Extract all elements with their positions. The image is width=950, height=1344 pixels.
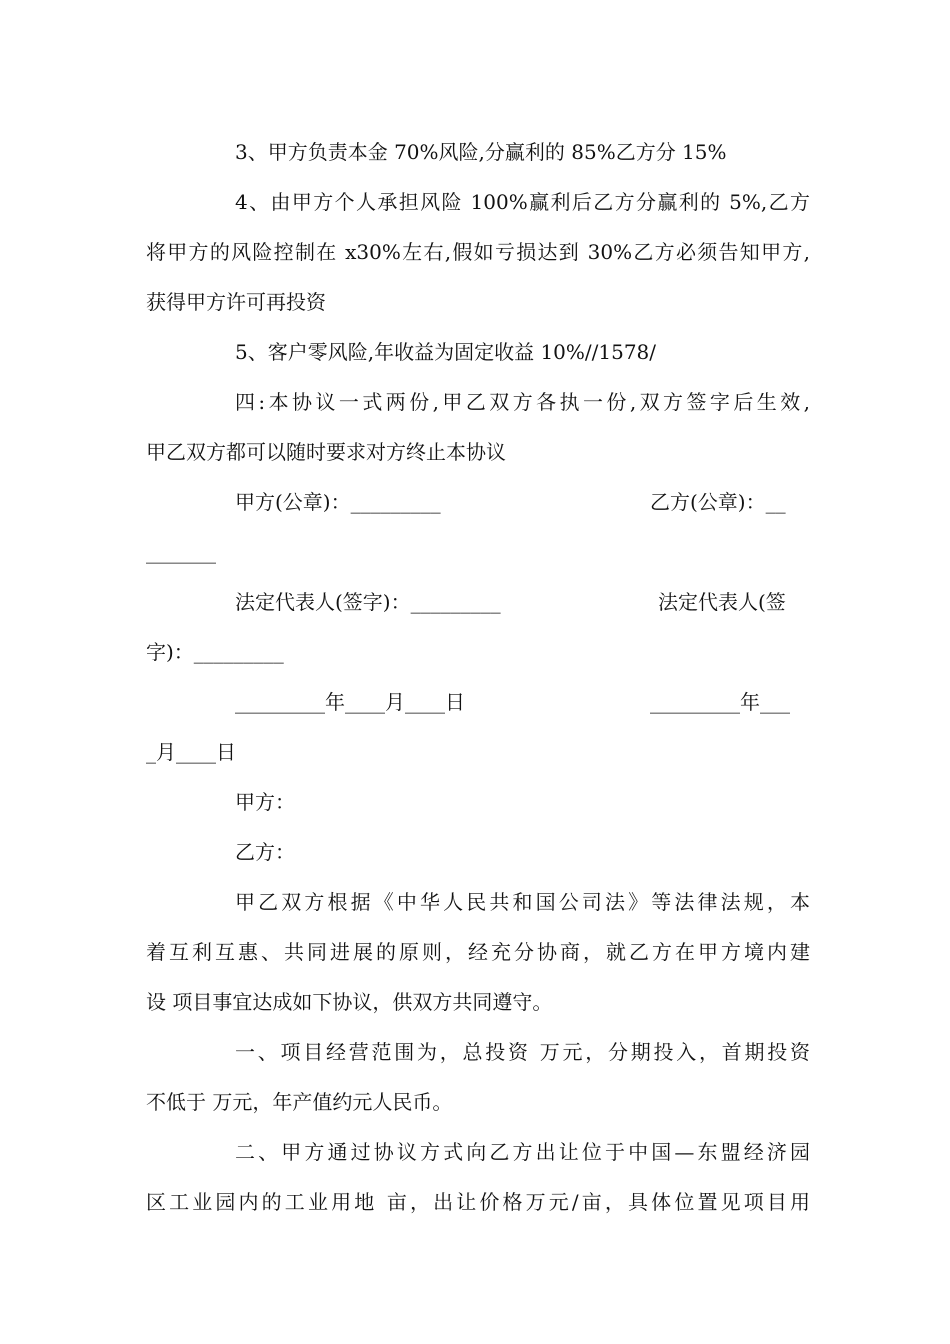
clause-5-line: 5、客户零风险,年收益为固定收益 10%//1578/ <box>235 340 657 364</box>
party-a-seal-field: 甲方(公章)：_________ <box>235 490 441 514</box>
party-a-date-field: _________年____月____日 <box>235 690 465 714</box>
preamble-line-2: 着互利互惠、共同进展的原则，经充分协商，就乙方在甲方境内建 <box>146 940 810 964</box>
article-one-line-1: 一、项目经营范围为，总投资 万元，分期投入，首期投资 <box>235 1040 810 1064</box>
party-b-date-field: _________年___ <box>650 690 790 714</box>
article-two-line-1: 二、甲方通过协议方式向乙方出让位于中国—东盟经济园 <box>235 1140 810 1164</box>
preamble-line-3: 设 项目事宜达成如下协议，供双方共同遵守。 <box>146 990 553 1014</box>
clause-4-line-3: 获得甲方许可再投资 <box>146 290 326 314</box>
article-one-line-2: 不低于 万元，年产值约元人民币。 <box>146 1090 453 1114</box>
party-b-date-field-cont: _月____日 <box>146 740 236 764</box>
party-b-seal-field-cont: _______ <box>146 540 216 564</box>
party-a-label: 甲方： <box>235 790 295 814</box>
party-b-rep-field: 法定代表人(签 <box>658 590 786 614</box>
article-two-line-2: 区工业园内的工业用地 亩，出让价格万元/亩，具体位置见项目用 <box>146 1190 810 1214</box>
party-b-seal-field: 乙方(公章)：__ <box>650 490 786 514</box>
party-b-rep-field-cont: 字)：_________ <box>146 640 284 664</box>
clause-4-line-2: 将甲方的风险控制在 x30%左右,假如亏损达到 30%乙方必须告知甲方, <box>146 240 810 264</box>
clause-4-line-1: 4、由甲方个人承担风险 100%赢利后乙方分赢利的 5%,乙方 <box>235 190 810 214</box>
party-a-rep-field: 法定代表人(签字)：_________ <box>235 590 501 614</box>
preamble-line-1: 甲乙双方根据《中华人民共和国公司法》等法律法规，本 <box>235 890 810 914</box>
clause-3-line: 3、甲方负责本金 70%风险,分赢利的 85%乙方分 15% <box>235 140 727 164</box>
party-b-label: 乙方： <box>235 840 295 864</box>
clause-four-line-1: 四:本协议一式两份,甲乙双方各执一份,双方签字后生效, <box>235 390 810 414</box>
clause-four-line-2: 甲乙双方都可以随时要求对方终止本协议 <box>146 440 506 464</box>
